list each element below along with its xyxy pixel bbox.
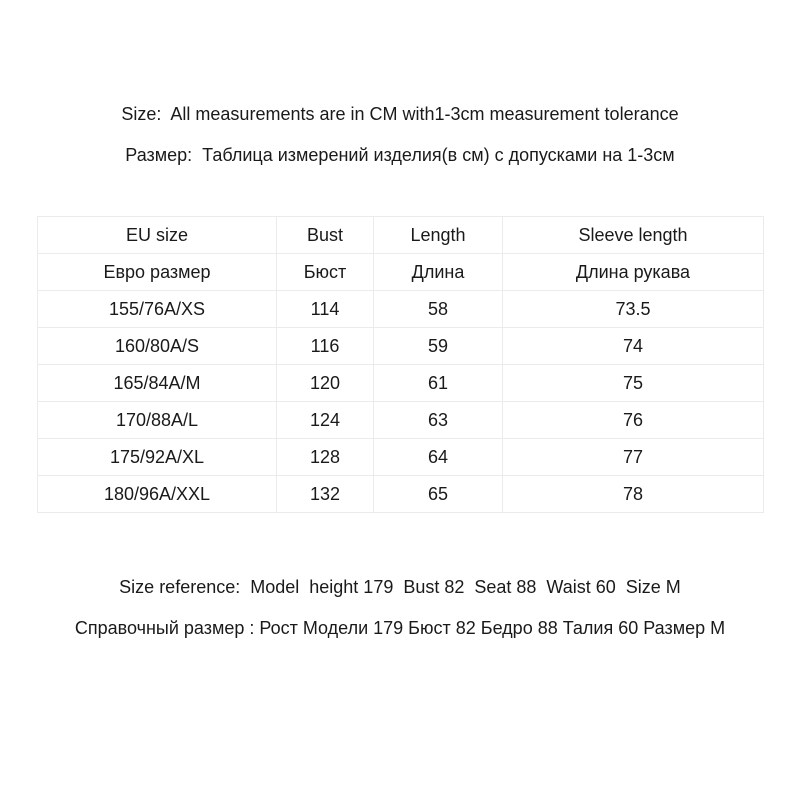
cell-length: 64	[374, 439, 503, 476]
cell-eu-size: 160/80A/S	[38, 328, 277, 365]
cell-bust: 116	[277, 328, 374, 365]
column-header-bust-en: Bust	[277, 217, 374, 254]
size-reference-en: Size reference: Model height 179 Bust 82 Seat 88 Waist 60 Size M	[119, 577, 681, 597]
column-header-length-ru: Длина	[374, 254, 503, 291]
cell-length: 63	[374, 402, 503, 439]
size-note-en: Size: All measurements are in CM with1-3cm measurement tolerance	[121, 104, 679, 124]
column-header-eu-size-ru: Евро размер	[38, 254, 277, 291]
table-row	[38, 365, 764, 402]
table-row	[38, 328, 764, 365]
cell-sleeve-length: 78	[503, 476, 764, 513]
size-reference-ru: Справочный размер : Рост Модели 179 Бюст 82 Бедро 88 Талия 60 Размер М	[74, 618, 726, 638]
table-row	[38, 439, 764, 476]
cell-length: 58	[374, 291, 503, 328]
cell-sleeve-length: 77	[503, 439, 764, 476]
cell-sleeve-length: 73.5	[503, 291, 764, 328]
cell-bust: 128	[277, 439, 374, 476]
table-row	[38, 476, 764, 513]
cell-length: 61	[374, 365, 503, 402]
cell-sleeve-length: 75	[503, 365, 764, 402]
size-table	[37, 216, 764, 513]
cell-length: 59	[374, 328, 503, 365]
cell-eu-size: 165/84A/M	[38, 365, 277, 402]
cell-bust: 114	[277, 291, 374, 328]
cell-eu-size: 180/96A/XXL	[38, 476, 277, 513]
cell-eu-size: 175/92A/XL	[38, 439, 277, 476]
table-row	[38, 402, 764, 439]
column-header-sleeve-length-en: Sleeve length	[503, 217, 764, 254]
column-header-eu-size-en: EU size	[38, 217, 277, 254]
table-header-row-ru	[38, 254, 764, 291]
cell-sleeve-length: 74	[503, 328, 764, 365]
column-header-sleeve-length-ru: Длина рукава	[503, 254, 764, 291]
column-header-length-en: Length	[374, 217, 503, 254]
cell-length: 65	[374, 476, 503, 513]
cell-sleeve-length: 76	[503, 402, 764, 439]
column-header-bust-ru: Бюст	[277, 254, 374, 291]
cell-eu-size: 170/88A/L	[38, 402, 277, 439]
cell-bust: 124	[277, 402, 374, 439]
cell-eu-size: 155/76A/XS	[38, 291, 277, 328]
cell-bust: 132	[277, 476, 374, 513]
table-header-row-en	[38, 217, 764, 254]
size-note-ru: Размер: Таблица измерений изделия(в см) с допусками на 1-3см	[125, 145, 675, 165]
cell-bust: 120	[277, 365, 374, 402]
table-row	[38, 291, 764, 328]
